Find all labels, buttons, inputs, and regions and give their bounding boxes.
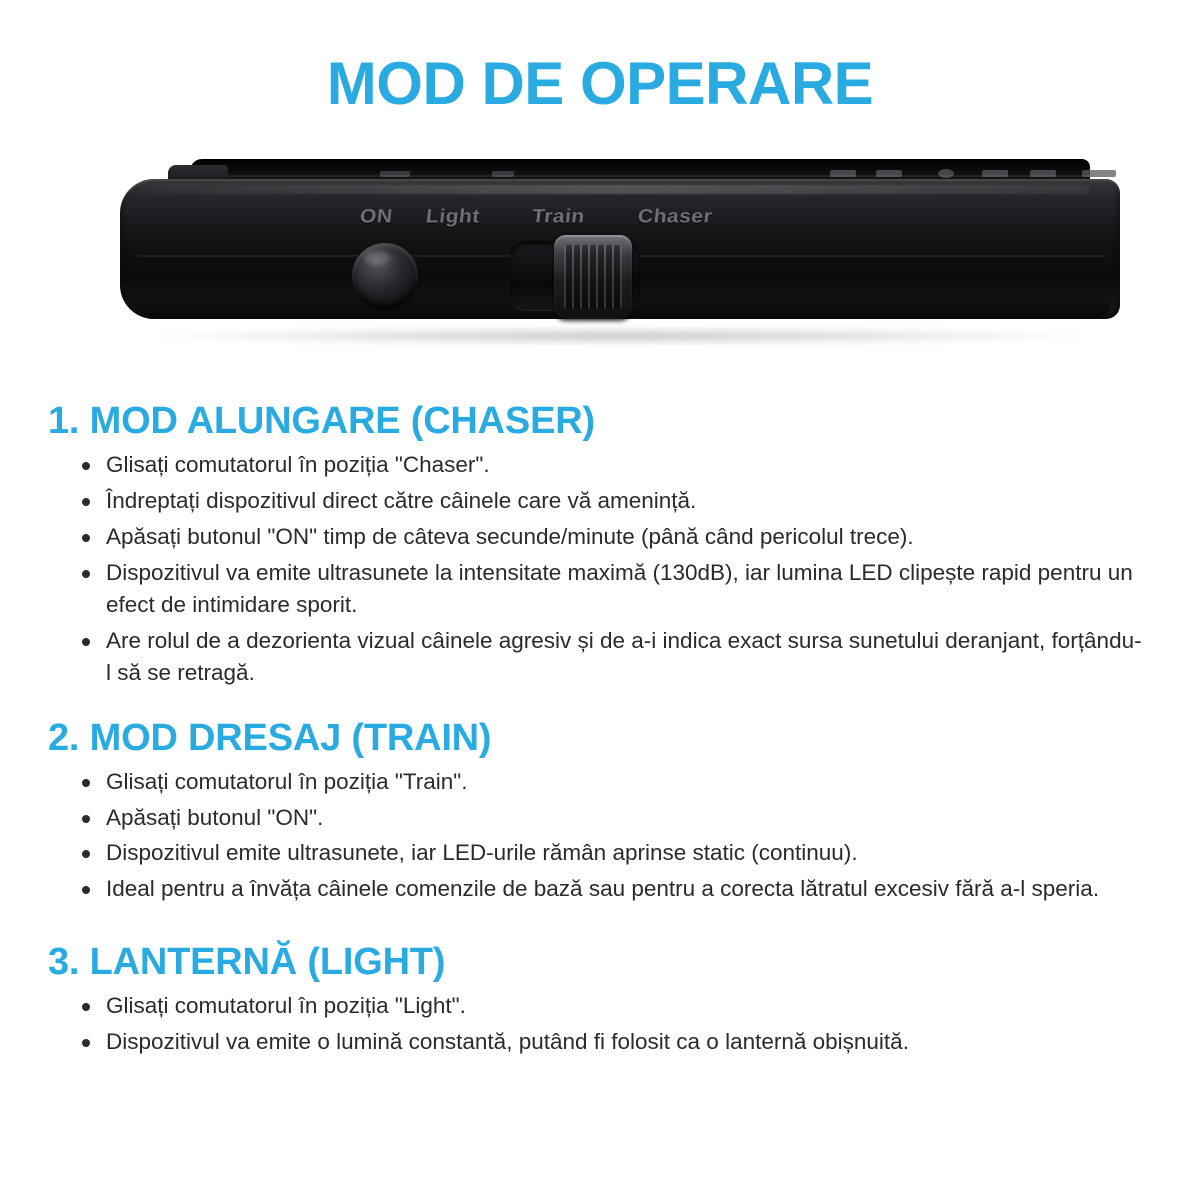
- on-button[interactable]: [352, 243, 418, 309]
- list-item: Ideal pentru a învăța câinele comenzile de bază sau pentru a corecta lătratul excesiv fără a-l speria.: [74, 873, 1146, 907]
- label-on: ON: [358, 205, 394, 228]
- bullet-list-light: [48, 990, 1146, 1060]
- list-item: Apăsați butonul "ON".: [74, 802, 1146, 836]
- list-item: Glisați comutatorul în poziția "Train".: [74, 766, 1146, 800]
- list-item: Dispozitivul emite ultrasunete, iar LED-urile rămân aprinse static (continuu).: [74, 837, 1146, 871]
- bullet-list-chaser: [48, 449, 1146, 691]
- page-title: MOD DE OPERARE: [326, 50, 874, 117]
- list-item: Glisați comutatorul în poziția "Light".: [74, 990, 1146, 1024]
- sections-container: [0, 400, 1200, 1060]
- device-highlight: [150, 185, 1090, 194]
- section-light: [48, 941, 1146, 1060]
- section-title-chaser: 1. MOD ALUNGARE (CHASER): [48, 400, 595, 442]
- list-item: Glisați comutatorul în poziția "Chaser".: [74, 449, 1146, 483]
- section-train: [48, 717, 1146, 908]
- device-shadow: [150, 327, 1090, 345]
- section-title-train: 2. MOD DRESAJ (TRAIN): [48, 716, 492, 759]
- label-light: Light: [424, 205, 481, 228]
- label-train: Train: [530, 205, 586, 228]
- device-illustration: [120, 159, 1120, 324]
- mode-switch-knob[interactable]: [554, 235, 632, 319]
- product-image: [0, 147, 1200, 382]
- section-chaser: [48, 400, 1146, 691]
- list-item: Apăsați butonul "ON" timp de câteva secunde/minute (până când pericolul trece).: [74, 521, 1146, 555]
- list-item: Dispozitivul va emite o lumină constantă, putând fi folosit ca o lanternă obișnuită.: [74, 1026, 1146, 1060]
- switch-knob-ridges: [564, 245, 622, 309]
- list-item: Are rolul de a dezorienta vizual câinele agresiv și de a-i indica exact sursa sunetului deranjant, forțându-l să se retragă.: [74, 625, 1146, 691]
- label-chaser: Chaser: [636, 205, 714, 228]
- bullet-list-train: [48, 766, 1146, 908]
- section-title-light: 3. LANTERNĂ (LIGHT): [48, 941, 446, 984]
- list-item: Îndreptați dispozitivul direct către câinele care vă amenință.: [74, 485, 1146, 519]
- list-item: Dispozitivul va emite ultrasunete la intensitate maximă (130dB), iar lumina LED clipește rapid pentru un efect de intimidare sporit.: [74, 557, 1146, 623]
